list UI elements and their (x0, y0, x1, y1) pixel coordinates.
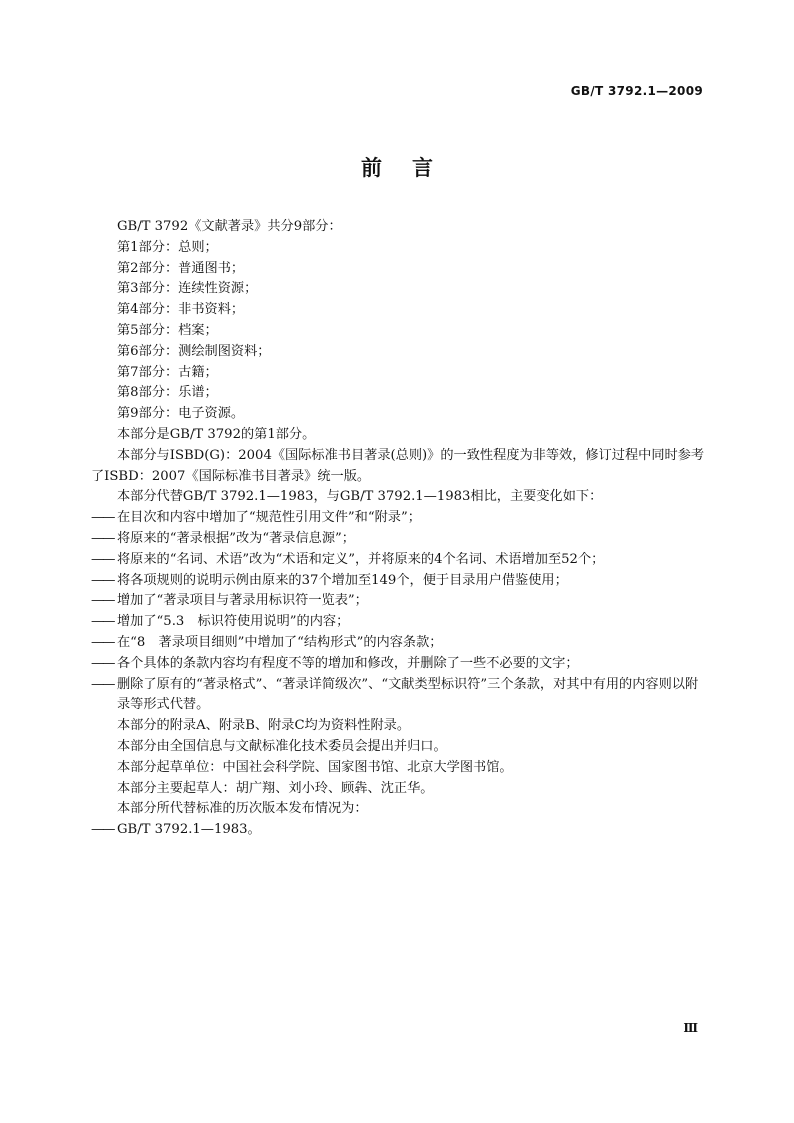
part-item: 第6部分：测绘制图资料； (117, 343, 271, 359)
page-title: 前言 (361, 156, 463, 180)
replaces-paragraph: 本部分代替GB/T 3792.1—1983，与GB/T 3792.1—1983相比，主要变化如下： (117, 489, 603, 505)
dash-marker: —— (91, 572, 114, 588)
part-item: 第1部分：总则； (117, 239, 218, 255)
change-text: 增加了“著录项目与著录用标识符一览表”； (117, 593, 368, 609)
dash-marker: —— (91, 676, 114, 692)
history-paragraph: 本部分所代替标准的历次版本发布情况为： (117, 801, 368, 817)
consistency-paragraph: 本部分与ISBD(G)：2004《国际标准书目著录(总则)》的一致性程度为非等效，修订过程中同时参考了ISBD：2007《国际标准书目著录》统一版。 (91, 447, 705, 484)
change-text: 将原来的“名词、术语”改为“术语和定义”，并将原来的4个名词、术语增加至52个； (117, 551, 605, 567)
history-item (91, 820, 707, 841)
change-text: 将各项规则的说明示例由原来的37个增加至149个，便于目录用户借鉴使用； (117, 572, 568, 588)
change-item (91, 529, 707, 550)
appendix-paragraph: 本部分的附录A、附录B、附录C均为资料性附录。 (117, 718, 411, 734)
part-item: 第4部分：非书资料； (117, 302, 245, 318)
change-item (91, 591, 707, 612)
dash-marker: —— (91, 551, 114, 567)
history-text: GB/T 3792.1—1983。 (117, 822, 261, 838)
change-text: 增加了“5.3 标识符使用说明”的内容； (117, 614, 350, 630)
part-item: 第2部分：普通图书； (117, 260, 245, 276)
dash-marker: —— (91, 822, 114, 838)
part-item: 第7部分：古籍； (117, 364, 218, 380)
intro-paragraph: GB/T 3792《文献著录》共分9部分： (117, 219, 342, 234)
part-item: 第9部分：电子资源。 (117, 406, 245, 422)
dash-marker: —— (91, 614, 114, 630)
change-text: 删除了原有的“著录格式”、“著录详简级次”、“文献类型标识符”三个条款，对其中有用的内容则以附录等形式代替。 (117, 676, 699, 713)
change-item (91, 550, 707, 571)
change-item (91, 654, 707, 675)
part-item: 第8部分：乐谱； (117, 385, 218, 401)
page-number: Ⅲ (683, 1021, 698, 1035)
drafters-paragraph: 本部分主要起草人：胡广翔、刘小玲、顾犇、沈正华。 (117, 780, 434, 796)
part-item: 第3部分：连续性资源； (117, 281, 258, 297)
change-item (91, 508, 707, 529)
change-text: 将原来的“著录根据”改为“著录信息源”； (117, 530, 355, 546)
standard-number-header: GB/T 3792.1—2009 (570, 84, 703, 98)
drafting-units-paragraph: 本部分起草单位：中国社会科学院、国家图书馆、北京大学图书馆。 (117, 759, 513, 775)
foreword-body (91, 217, 707, 841)
dash-marker: —— (91, 530, 114, 546)
change-item (91, 612, 707, 633)
dash-marker: —— (91, 634, 114, 650)
change-text: 在“8 著录项目细则”中增加了“结构形式”的内容条款； (117, 634, 443, 650)
part-of-paragraph: 本部分是GB/T 3792的第1部分。 (117, 426, 316, 442)
change-item (91, 633, 707, 654)
dash-marker: —— (91, 593, 114, 609)
change-text: 在目次和内容中增加了“规范性引用文件”和“附录”； (117, 510, 421, 526)
proposed-paragraph: 本部分由全国信息与文献标准化技术委员会提出并归口。 (117, 738, 447, 754)
dash-marker: —— (91, 655, 114, 671)
dash-marker: —— (91, 510, 114, 526)
change-item (91, 675, 707, 717)
part-item: 第5部分：档案； (117, 322, 218, 338)
change-text: 各个具体的条款内容均有程度不等的增加和修改，并删除了一些不必要的文字； (117, 655, 579, 671)
change-item (91, 571, 707, 592)
